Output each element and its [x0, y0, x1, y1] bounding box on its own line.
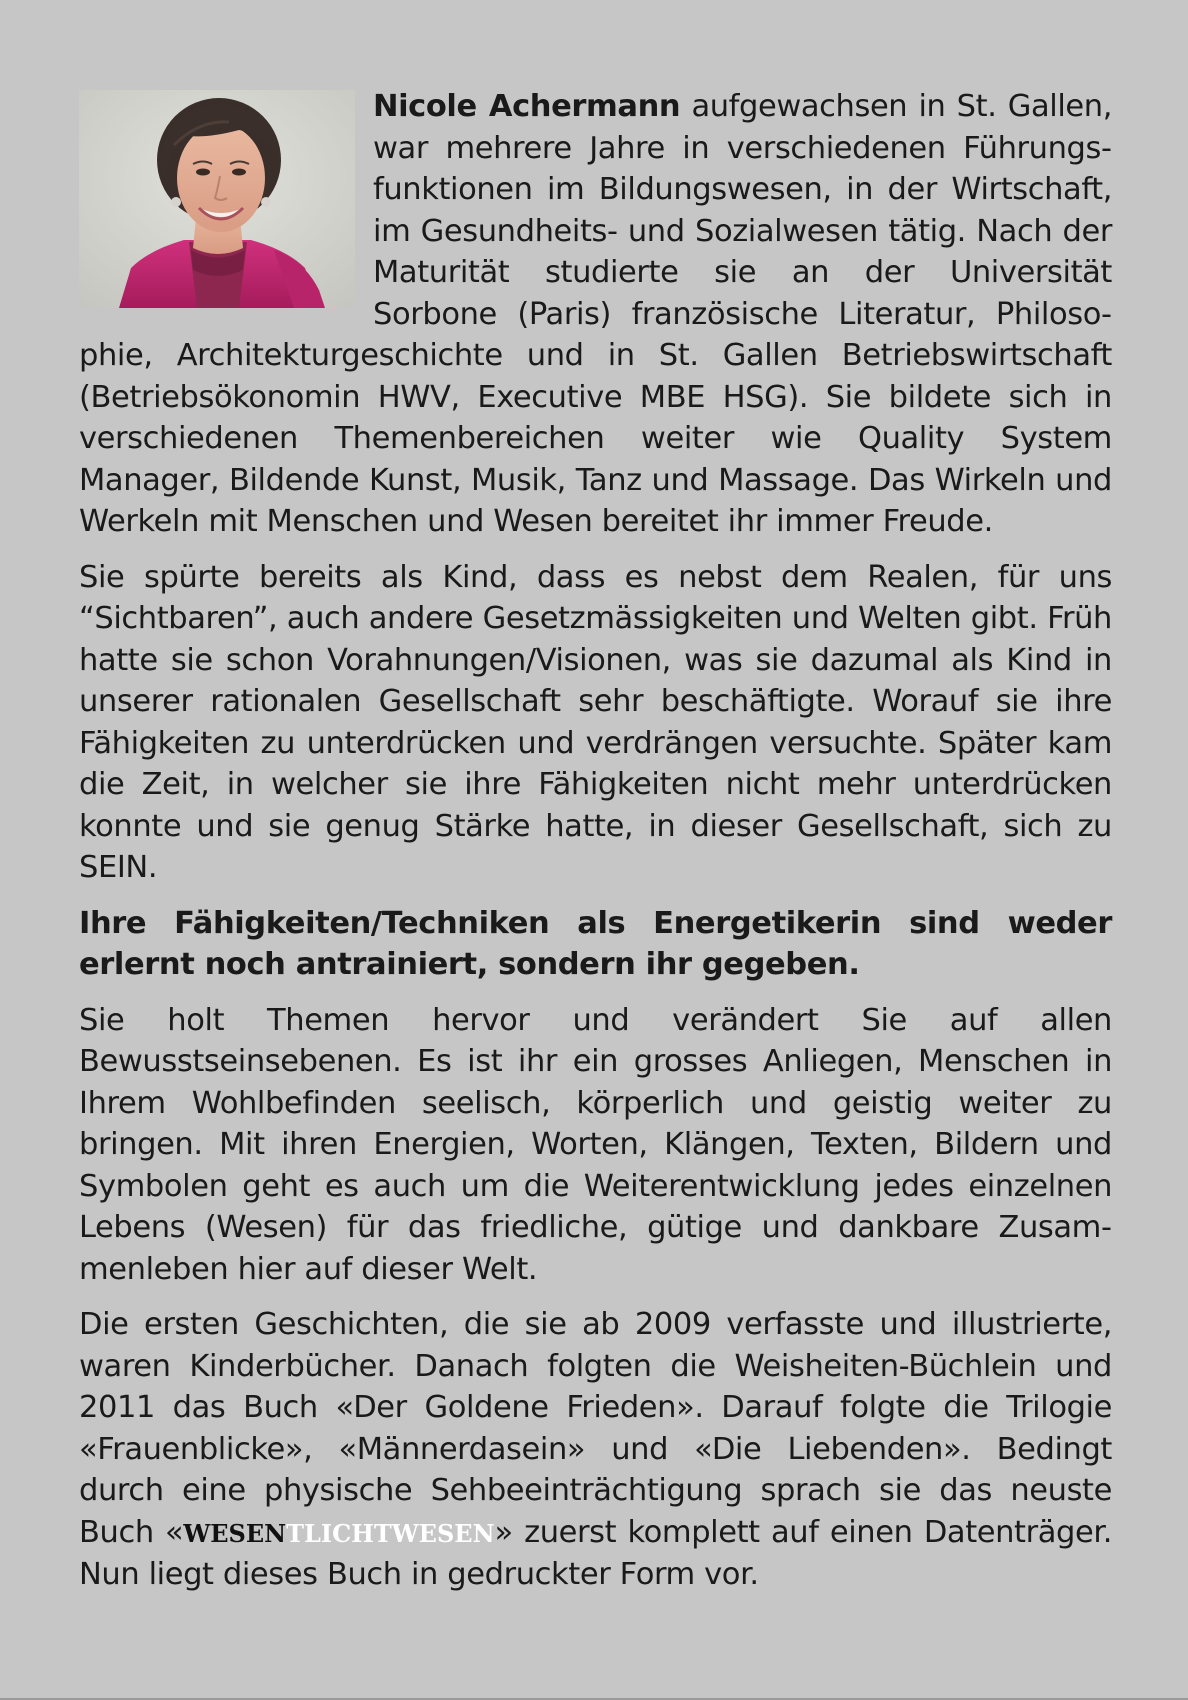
bio-paragraph-3-highlight: Ihre Fähigkeiten/Techniken als Energetikerin sind weder erlernt noch antrainiert, sondern ihr gegeben.: [79, 905, 1112, 982]
book-title-dark-part: WESEN: [183, 1518, 287, 1548]
bio-paragraph-1-text: aufgewachsen in St. Gallen, war mehrere Jahre in verschiedenen Führungsfunktionen im Bildungswesen, in der Wirtschaft, im Gesundheits- und Sozialwesen tätig. Nach der Maturität studierte sie an der Universität Sorbone (Paris) französische Literatur, Philosophie, Architekturgeschichte und in St. Gallen Betriebswirtschaft (Betriebsökonomin HWV, Executive MBE HSG). Sie bildete sich in verschiedenen Themenbereichen weiter wie Quality System Manager, Bildende Kunst, Musik, Tanz und Massage. Das Wirkeln und Werkeln mit Menschen und Wesen bereitet ihr immer Freude.: [79, 89, 1112, 539]
bio-paragraph-5: [79, 1304, 1112, 1596]
author-name: Nicole Achermann: [373, 89, 681, 124]
bio-paragraph-2: Sie spürte bereits als Kind, dass es nebst dem Realen, für uns “Sichtbaren”, auch andere Gesetzmässigkeiten und Welten gibt. Früh hatte sie schon Vorahnungen/Visionen, was sie dazumal als Kind in unserer rationalen Gesellschaft sehr beschäftigte. Worauf sie ihre Fähigkeiten zu unterdrücken und verdrängen versuchte. Später kam die Zeit, in welcher sie ihre Fähigkeiten nicht mehr unterdrücken konnte und sie genug Stärke hatte, in dieser Gesellschaft, sich zu SEIN.: [79, 559, 1112, 885]
bio-paragraph-5-start: Die ersten Geschichten, die sie ab 2009 verfasste und illustrierte, waren Kinderbücher. Danach folgten die Weisheiten-Büchlein und 2011 das Buch «Der Goldene Frieden». Darauf folgte die Trilogie «Frauenblicke», «Männerdasein» und «Die Liebenden». Bedingt durch eine physische Sehbeeinträchtigung sprach sie das neuste Buch «: [79, 1307, 1112, 1550]
bio-paragraph-5-end: » zuerst komplett auf einen Datenträger. Nun liegt dieses Buch in gedruckter Form vor.: [79, 1514, 1112, 1592]
book-title-light-part: TLICHTWESEN: [286, 1518, 495, 1548]
author-bio: [79, 86, 1112, 1610]
bio-paragraph-4: Sie holt Themen hervor und verändert Sie auf allen Bewusstseinsebenen. Es ist ihr ein grosses Anliegen, Menschen in Ihrem Wohlbefinden seelisch, körperlich und geistig weiter zu bringen. Mit ihren Energien, Worten, Klängen, Texten, Bildern und Symbolen geht es auch um die Weiterentwicklung jedes einzelnen Lebens (Wesen) für das friedliche, gütige und dankbare Zusammenleben hier auf dieser Welt.: [79, 1002, 1112, 1287]
author-photo: [79, 90, 355, 308]
